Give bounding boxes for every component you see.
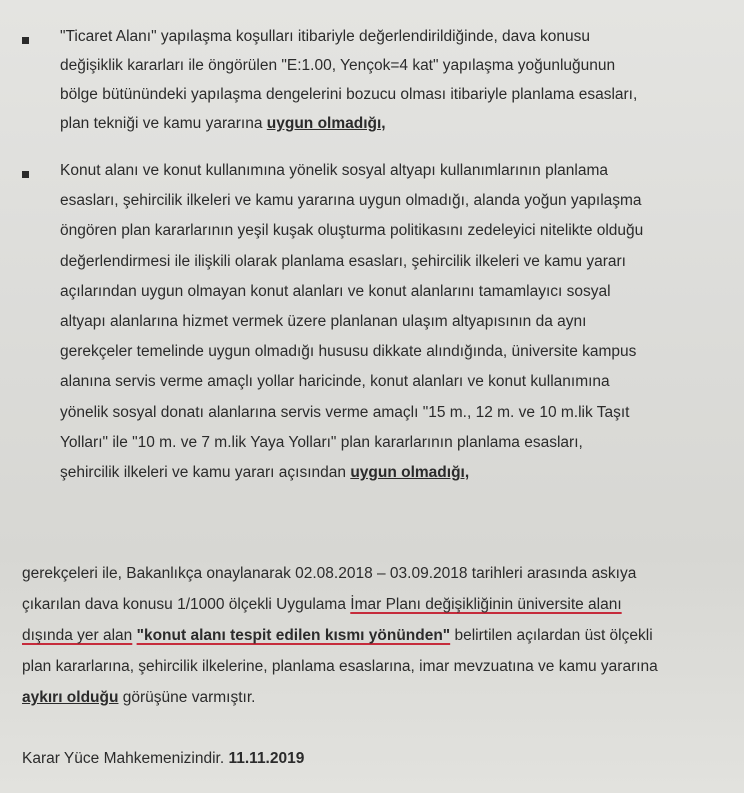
text-span: çıkarılan dava konusu 1/1000 ölçekli Uygulama bbox=[22, 596, 351, 613]
text-line: öngören plan kararlarının yeşil kuşak oluşturma politikasını zedeleyici nitelikte olduğu bbox=[60, 222, 644, 240]
text-line: Konut alanı ve konut kullanımına yönelik sosyal altyapı kullanımlarının planlama bbox=[60, 162, 608, 179]
text-line: açılarından uygun olmayan konut alanları ve konut alanlarını tamamlayıcı sosyal bbox=[60, 282, 611, 300]
red-underlined-text: İmar Planı değişikliğinin üniversite alanı bbox=[350, 596, 622, 613]
text-line: Yolları" ile "10 m. ve 7 m.lik Yaya Yolları" plan kararlarının planlama esasları, bbox=[60, 433, 583, 451]
text-line: alanına servis verme amaçlı yollar haricinde, konut alanları ve konut kullanımına bbox=[60, 373, 610, 391]
text-line: gerekçeleri ile, Bakanlıkça onaylanarak 02.08.2018 – 03.09.2018 tarihleri arasında askıya bbox=[22, 565, 637, 582]
text-line: yönelik sosyal donatı alanlarına servis verme amaçlı "15 m., 12 m. ve 10 m.lik Taşıt bbox=[60, 403, 630, 421]
conclusion-paragraph bbox=[22, 558, 727, 713]
bullet-text bbox=[60, 22, 732, 138]
text-span: görüşüne varmıştır. bbox=[118, 689, 256, 706]
text-span: belirtilen açılardan üst ölçekli bbox=[450, 627, 653, 644]
decision-footer bbox=[22, 750, 304, 768]
text-line: altyapı alanlarına hizmet vermek üzere planlanan ulaşım altyapısının da aynı bbox=[60, 313, 587, 331]
text-line bbox=[22, 589, 727, 620]
text-line bbox=[22, 620, 727, 651]
text-span: plan tekniği ve kamu yararına bbox=[60, 115, 267, 132]
footer-text: Karar Yüce Mahkemenizindir. bbox=[22, 750, 229, 767]
emphasis-text: aykırı olduğu bbox=[22, 689, 119, 706]
text-line: esasları, şehircilik ilkeleri ve kamu yararına uygun olmadığı, alanda yoğun yapılaşma bbox=[60, 192, 642, 210]
text-line: "Ticaret Alanı" yapılaşma koşulları itibariyle değerlendirildiğinde, dava konusu bbox=[60, 28, 590, 45]
text-line bbox=[60, 458, 732, 488]
text-line: bölge bütünündeki yapılaşma dengelerini bozucu olması itibariyle planlama esasları, bbox=[60, 86, 638, 103]
text-line bbox=[22, 682, 727, 713]
emphasis-text: uygun olmadığı, bbox=[266, 115, 386, 132]
text-span: şehircilik ilkeleri ve kamu yararı açısından bbox=[60, 464, 351, 482]
bullet-text bbox=[60, 156, 732, 488]
text-line: gerekçeler temelinde uygun olmadığı hususu dikkate alındığında, üniversite kampus bbox=[60, 343, 637, 361]
bullet-marker bbox=[22, 37, 29, 44]
bold-quoted-text: "konut alanı tespit edilen kısmı yönünden" bbox=[136, 627, 451, 644]
footer-date: 11.11.2019 bbox=[228, 750, 305, 767]
text-line: plan kararlarına, şehircilik ilkelerine, planlama esaslarına, imar mevzuatına ve kamu yararına bbox=[22, 658, 658, 675]
text-line: değişiklik kararları ile öngörülen "E:1.00, Yençok=4 kat" yapılaşma yoğunluğunun bbox=[60, 57, 616, 74]
red-underlined-text: dışında yer alan bbox=[22, 627, 133, 644]
text-line: değerlendirmesi ile ilişkili olarak planlama esasları, şehircilik ilkeleri ve kamu yararı bbox=[60, 252, 626, 270]
bullet-marker bbox=[22, 171, 29, 178]
emphasis-text: uygun olmadığı, bbox=[350, 464, 470, 482]
text-line bbox=[60, 109, 732, 138]
